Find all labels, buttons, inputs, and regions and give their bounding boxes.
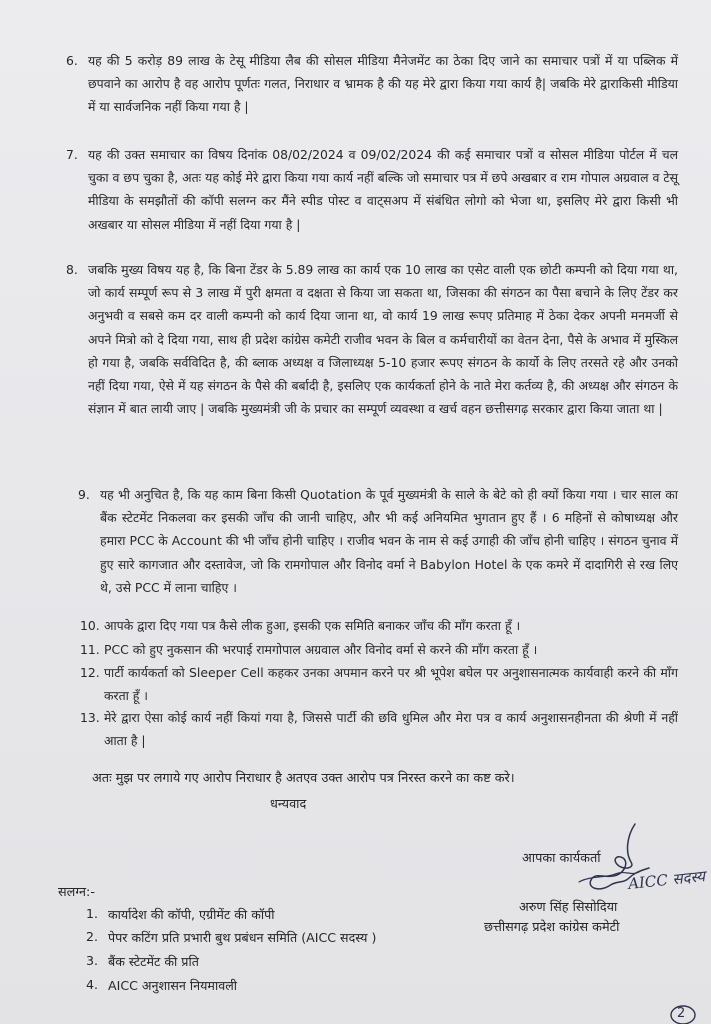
enclosure-item: बैंक स्टेटमेंट की प्रति bbox=[108, 954, 199, 969]
conclusion-text: अतः मुझ पर लगाये गए आरोप निराधार है अतएव उक्त आरोप पत्र निरस्त करने का कष्ट करे। bbox=[92, 771, 515, 786]
thanks-text: धन्यवाद bbox=[270, 797, 307, 812]
point-number: 6. bbox=[66, 53, 78, 68]
point-text: पार्टी कार्यकर्ता को Sleeper Cell कहकर उनका अपमान करने पर श्री भूपेश बघेल पर अनुशासनात्मक कार्यवाही करने की माँग करता हूँ । bbox=[104, 665, 678, 704]
point-number: 7. bbox=[66, 147, 78, 162]
signature-closing: आपका कार्यकर्ता bbox=[522, 851, 601, 866]
point-number: 13. bbox=[80, 710, 100, 725]
point-number: 12. bbox=[80, 665, 100, 680]
point-text: आपके द्वारा दिए गया पत्र कैसे लीक हुआ, इसकी एक समिति बनाकर जाँच की माँग करता हूँ । bbox=[104, 618, 521, 633]
point-text: मेरे द्वारा ऐसा कोई कार्य नहीं कियां गया है, जिससे पार्टी की छवि धुमिल और मेरा पत्र व कार्य अनुशासनहीनता की श्रेणी में नहीं आता है | bbox=[104, 710, 678, 749]
signatory-organization: छत्तीसगढ़ प्रदेश कांग्रेस कमेटी bbox=[484, 920, 620, 935]
point-number: 8. bbox=[66, 262, 78, 277]
point-text: यह भी अनुचित है, कि यह काम बिना किसी Quotation के पूर्व मुख्यमंत्री के साले के बेटे को ही क्यों किया गया । चार साल का बैंक स्टेटमेंट निकलवा कर इसकी जाँच की जानी चाहिए, और भी कई अनियमित भुगतान हुए हैं । 6 महिनों से कोषाध्यक्ष और हमारा PCC के Account की भी जाँच होनी चाहिए । राजीव भवन के नाम से कई उगाही की जाँच होनी चाहिए । संगठन चुनाव में हुए सारे कागजात और दस्तावेज, जो कि रामगोपाल और विनोद वर्मा ने Babylon Hotel के एक कमरे में दादागिरी से रख लिए थे, उसे PCC में लाना चाहिए । bbox=[100, 487, 678, 595]
page-number: 2 bbox=[677, 1006, 686, 1021]
enclosure-number: 4. bbox=[86, 977, 99, 992]
enclosure-number: 2. bbox=[86, 929, 99, 944]
point-text: PCC को हुए नुकसान की भरपाई रामगोपाल अग्रवाल और विनोद वर्मा से करने की माँग करता हूँ । bbox=[104, 642, 538, 657]
point-number: 11. bbox=[80, 642, 100, 657]
signatory-name: अरुण सिंह सिसोदिया bbox=[519, 900, 618, 915]
enclosures-heading: सलग्न:- bbox=[58, 885, 95, 900]
enclosure-number: 1. bbox=[86, 906, 99, 921]
enclosure-number: 3. bbox=[86, 953, 99, 968]
point-number: 9. bbox=[78, 487, 90, 502]
enclosure-item: AICC अनुशासन नियमावली bbox=[108, 978, 238, 993]
point-text: यह की 5 करोड़ 89 लाख के टेसू मीडिया लैब की सोसल मीडिया मैनेजमेंट का ठेका दिए जाने का समाचार पत्रों में या पब्लिक में छपवाने का आरोप है वह आरोप पूर्णतः गलत, निराधार व भ्रामक है की यह मेरे द्वारा किया गया कार्य है| जबकि मेरे द्वाराकिसी मीडिया में या सार्वजनिक नहीं किया गया है | bbox=[88, 53, 678, 115]
enclosure-item: कार्यादेश की कॉपी, एग्रीमेंट की कॉपी bbox=[108, 907, 275, 922]
point-number: 10. bbox=[80, 618, 100, 633]
point-text: यह की उक्त समाचार का विषय दिनांक 08/02/2024 व 09/02/2024 की कई समाचार पत्रों व सोसल मीडिया पोर्टल में चल चुका व छप चुका है, अतः यह कोई मेरे द्वारा किया गया कार्य नहीं बल्कि जो समाचार पत्र में छपे अखबार व राम गोपाल अग्रवाल व टेसू मीडिया के समझौतों की कॉपी सलग्न कर मैंने स्पीड पोस्ट व वाट्सअप में संबंधित लोगो को भेजा था, इसलिए मेरे द्वारा किसी भी अखबार या सोसल मीडिया में नहीं दिया गया है | bbox=[88, 147, 678, 232]
enclosure-item: पेपर कटिंग प्रति प्रभारी बुथ प्रबंधन समिति (AICC सदस्य ) bbox=[108, 930, 377, 945]
point-text: जबकि मुख्य विषय यह है, कि बिना टेंडर के 5.89 लाख का कार्य एक 10 लाख का एसेट वाली एक छोटी कम्पनी को दिया गया था, जो कार्य सम्पूर्ण रूप से 3 लाख में पुरी क्षमता व दक्षता से किया जा सकता था, जिसका की संगठन का पैसा बचाने के लिए टेंडर कर अनुभवी व सबसे कम दर वाली कम्पनी को कार्य दिया जाना था, वो कार्य 19 लाख रूपए प्रतिमाह में ठेका देकर अपनी मनमर्जी से अपने मित्रो को दे दिया गया, साथ ही प्रदेश कांग्रेस कमेटी राजीव भवन के बिल व कर्मचारीयों का वेतन देना, पैसे के अभाव में मुस्किल हो गया है, जबकि सर्वविदित है, की ब्लाक अध्यक्ष व जिलाध्यक्ष 5-10 हजार रूपए संगठन के कार्यो के लिए तरसते रहे और उनको नहीं दिया गया, ऐसे में यह संगठन के पैसे की बर्बादी है, इसलिए एक कार्यकर्ता होने के नाते मेरा कर्तव्य है, की अध्यक्ष और संगठन के संज्ञान में बात लायी जाए | जबकि मुख्यमंत्री जी के प्रचार का सम्पूर्ण व्यवस्था व खर्च वहन छत्तीसगढ़ सरकार द्वारा किया जाता था | bbox=[88, 262, 678, 417]
handwritten-designation: AICC सदस्य bbox=[627, 867, 706, 893]
